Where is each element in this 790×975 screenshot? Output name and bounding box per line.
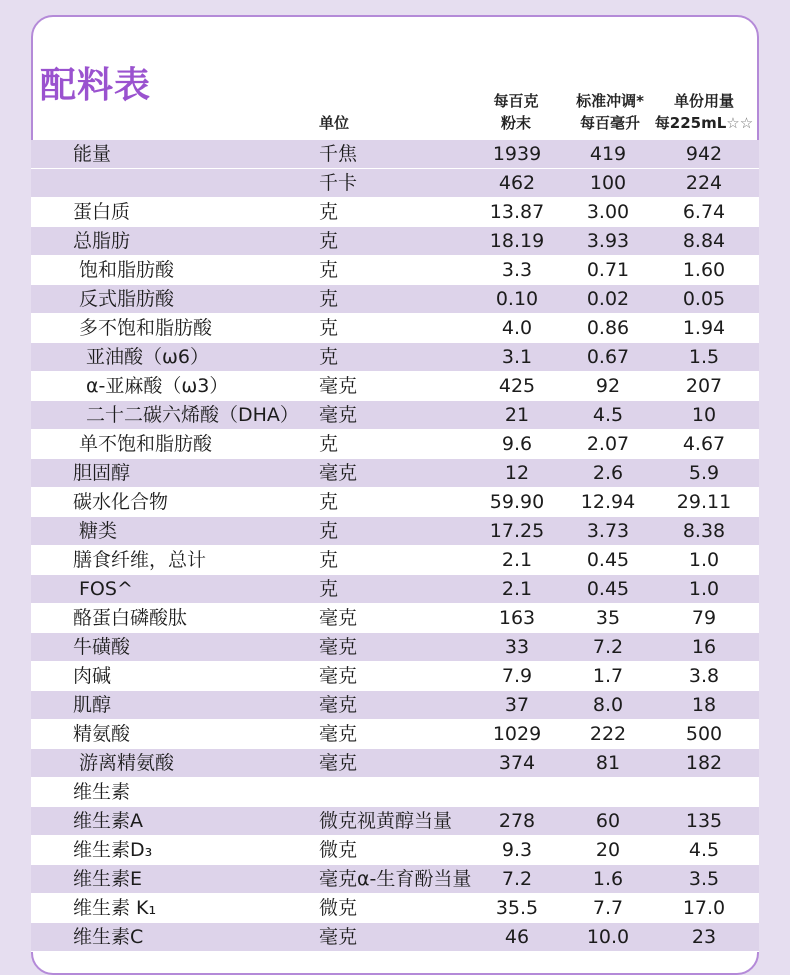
value-per-serving: 1.60 [682,259,726,281]
value-per-serving: 500 [685,723,723,745]
value-per-serving: 3.5 [688,868,720,890]
value-per-100ml: 4.5 [592,404,624,426]
table-row [31,169,759,198]
value-per-serving: 79 [691,607,717,629]
nutrient-name: 蛋白质 [73,201,131,223]
table-row [31,575,759,604]
value-per-100g: 1939 [492,143,542,165]
nutrient-name: 多不饱和脂肪酸 [79,317,213,339]
value-per-100g: 7.9 [501,665,533,687]
nutrient-unit: 毫克 [319,462,358,484]
nutrient-unit: 毫克 [319,607,358,629]
value-per-100g: 0.10 [495,288,539,310]
value-per-100g: 2.1 [501,549,533,571]
table-row [31,343,759,372]
header-per-100ml-line1: 标准冲调* [576,92,644,110]
value-per-100ml: 35 [595,607,621,629]
value-per-100g: 9.6 [501,433,533,455]
nutrient-name: 饱和脂肪酸 [79,259,175,281]
value-per-100ml: 10.0 [586,926,630,948]
value-per-100g: 1029 [492,723,542,745]
nutrient-unit: 微克 [319,839,358,861]
value-per-100ml: 60 [595,810,621,832]
table-row [31,517,759,546]
value-per-100g: 21 [504,404,530,426]
value-per-100g: 4.0 [501,317,533,339]
value-per-serving: 207 [685,375,723,397]
nutrient-unit: 毫克α-生育酚当量 [319,868,472,890]
nutrient-unit: 克 [319,288,339,310]
value-per-100ml: 100 [589,172,627,194]
value-per-100g: 33 [504,636,530,658]
value-per-serving: 4.67 [682,433,726,455]
table-row [31,488,759,517]
nutrient-unit: 千卡 [319,172,358,194]
value-per-100g: 374 [498,752,536,774]
table-row [31,633,759,662]
value-per-serving: 8.38 [682,520,726,542]
header-per-100ml [570,90,650,134]
value-per-100g: 35.5 [495,897,539,919]
nutrient-unit: 克 [319,230,339,252]
nutrient-name: 二十二碳六烯酸（DHA） [86,404,299,426]
value-per-100g: 18.19 [489,230,545,252]
nutrient-name: 胆固醇 [73,462,131,484]
table-row [31,923,759,952]
value-per-serving: 1.5 [688,346,720,368]
value-per-100ml: 0.86 [586,317,630,339]
table-row [31,401,759,430]
value-per-serving: 1.94 [682,317,726,339]
value-per-100g: 3.3 [501,259,533,281]
value-per-100ml: 1.7 [592,665,624,687]
value-per-serving: 18 [691,694,717,716]
nutrient-unit: 毫克 [319,375,358,397]
nutrient-name: 总脂肪 [73,230,131,252]
header-per-100g-line2: 粉末 [500,114,531,132]
value-per-serving: 17.0 [682,897,726,919]
nutrient-unit: 毫克 [319,752,358,774]
header-per-100g-line1: 每百克 [493,92,539,110]
nutrient-name: 精氨酸 [73,723,131,745]
value-per-100g: 37 [504,694,530,716]
header-unit: 单位 [319,114,350,132]
value-per-100g: 163 [498,607,536,629]
nutrient-unit: 微克 [319,897,358,919]
value-per-100ml: 7.7 [592,897,624,919]
table-row [31,198,759,227]
table-row [31,285,759,314]
value-per-100ml: 0.71 [586,259,630,281]
value-per-100ml: 81 [595,752,621,774]
value-per-serving: 942 [685,143,723,165]
value-per-serving: 6.74 [682,201,726,223]
nutrient-unit: 毫克 [319,636,358,658]
table-row [31,720,759,749]
nutrient-unit: 克 [319,201,339,223]
value-per-100g: 7.2 [501,868,533,890]
value-per-100g: 278 [498,810,536,832]
table-row [31,807,759,836]
header-per-serving-line1: 单份用量 [673,92,734,110]
nutrient-name: 糖类 [79,520,118,542]
header-per-100g [478,90,554,134]
value-per-serving: 29.11 [676,491,732,513]
nutrient-unit: 毫克 [319,694,358,716]
table-row [31,836,759,865]
value-per-serving: 1.0 [688,549,720,571]
nutrient-name: 碳水化合物 [73,491,169,513]
value-per-100g: 462 [498,172,536,194]
page-title: 配料表 [40,65,152,106]
nutrient-unit: 克 [319,259,339,281]
value-per-100ml: 8.0 [592,694,624,716]
header-per-serving [652,90,756,134]
header-per-serving-line2 [652,112,756,134]
nutrient-unit: 克 [319,578,339,600]
table-row [31,372,759,401]
nutrient-name: 游离精氨酸 [79,752,175,774]
value-per-100ml: 7.2 [592,636,624,658]
nutrient-name: 维生素C [73,926,144,948]
value-per-100ml: 3.73 [586,520,630,542]
nutrient-unit: 毫克 [319,723,358,745]
value-per-100g: 13.87 [489,201,545,223]
value-per-serving: 224 [685,172,723,194]
nutrient-name: 能量 [73,143,112,165]
value-per-100ml: 222 [589,723,627,745]
value-per-100g: 3.1 [501,346,533,368]
value-per-100ml: 0.67 [586,346,630,368]
table-row [31,691,759,720]
header-per-serving-amount: 每225mL [654,114,727,132]
value-per-100g: 59.90 [489,491,545,513]
nutrient-unit: 克 [319,433,339,455]
table-row [31,662,759,691]
value-per-100ml: 0.02 [586,288,630,310]
nutrient-name: 单不饱和脂肪酸 [79,433,213,455]
nutrition-table [31,140,759,952]
nutrient-name: 维生素E [73,868,143,890]
nutrient-unit: 毫克 [319,404,358,426]
value-per-serving: 4.5 [688,839,720,861]
nutrient-name: 维生素 [73,781,131,803]
value-per-100ml: 1.6 [592,868,624,890]
value-per-serving: 0.05 [682,288,726,310]
value-per-100ml: 0.45 [586,578,630,600]
value-per-serving: 182 [685,752,723,774]
nutrient-unit: 克 [319,346,339,368]
table-row [31,749,759,778]
nutrient-name: 酪蛋白磷酸肽 [73,607,188,629]
nutrient-unit: 克 [319,520,339,542]
nutrient-name: 维生素D₃ [73,839,153,861]
value-per-serving: 23 [691,926,717,948]
nutrient-name: α-亚麻酸（ω3） [86,375,229,397]
table-row [31,140,759,169]
nutrient-unit: 毫克 [319,926,358,948]
value-per-serving: 8.84 [682,230,726,252]
table-row [31,778,759,807]
value-per-100ml: 3.93 [586,230,630,252]
nutrient-name: 牛磺酸 [73,636,131,658]
nutrient-unit: 千焦 [319,143,358,165]
nutrient-name: 维生素 K₁ [73,897,157,919]
value-per-serving: 1.0 [688,578,720,600]
nutrient-name: 亚油酸（ω6） [86,346,209,368]
value-per-100ml: 92 [595,375,621,397]
header-stars: ☆☆ [726,114,754,132]
value-per-100ml: 419 [589,143,627,165]
value-per-serving: 16 [691,636,717,658]
table-row [31,894,759,923]
value-per-100ml: 12.94 [580,491,636,513]
value-per-100ml: 2.07 [586,433,630,455]
table-row [31,459,759,488]
value-per-serving: 10 [691,404,717,426]
table-row [31,430,759,459]
value-per-100g: 425 [498,375,536,397]
nutrient-name: 肉碱 [73,665,112,687]
nutrient-name: 肌醇 [73,694,112,716]
table-row [31,314,759,343]
nutrient-name: 膳食纤维，总计 [73,549,207,571]
nutrient-unit: 微克视黄醇当量 [319,810,453,832]
value-per-100g: 2.1 [501,578,533,600]
nutrient-unit: 克 [319,549,339,571]
nutrient-name: 维生素A [73,810,143,832]
value-per-100g: 12 [504,462,530,484]
value-per-100ml: 3.00 [586,201,630,223]
value-per-serving: 5.9 [688,462,720,484]
table-row [31,865,759,894]
header-per-100ml-line2: 每百毫升 [579,114,640,132]
table-row [31,227,759,256]
table-row [31,546,759,575]
value-per-100ml: 0.45 [586,549,630,571]
nutrient-name: 反式脂肪酸 [79,288,175,310]
nutrient-unit: 毫克 [319,665,358,687]
table-row [31,604,759,633]
value-per-serving: 3.8 [688,665,720,687]
value-per-100g: 17.25 [489,520,545,542]
value-per-100g: 46 [504,926,530,948]
nutrient-unit: 克 [319,491,339,513]
table-row [31,256,759,285]
value-per-100ml: 20 [595,839,621,861]
value-per-100g: 9.3 [501,839,533,861]
value-per-serving: 135 [685,810,723,832]
value-per-100ml: 2.6 [592,462,624,484]
nutrient-unit: 克 [319,317,339,339]
nutrient-name: FOS^ [79,578,133,600]
